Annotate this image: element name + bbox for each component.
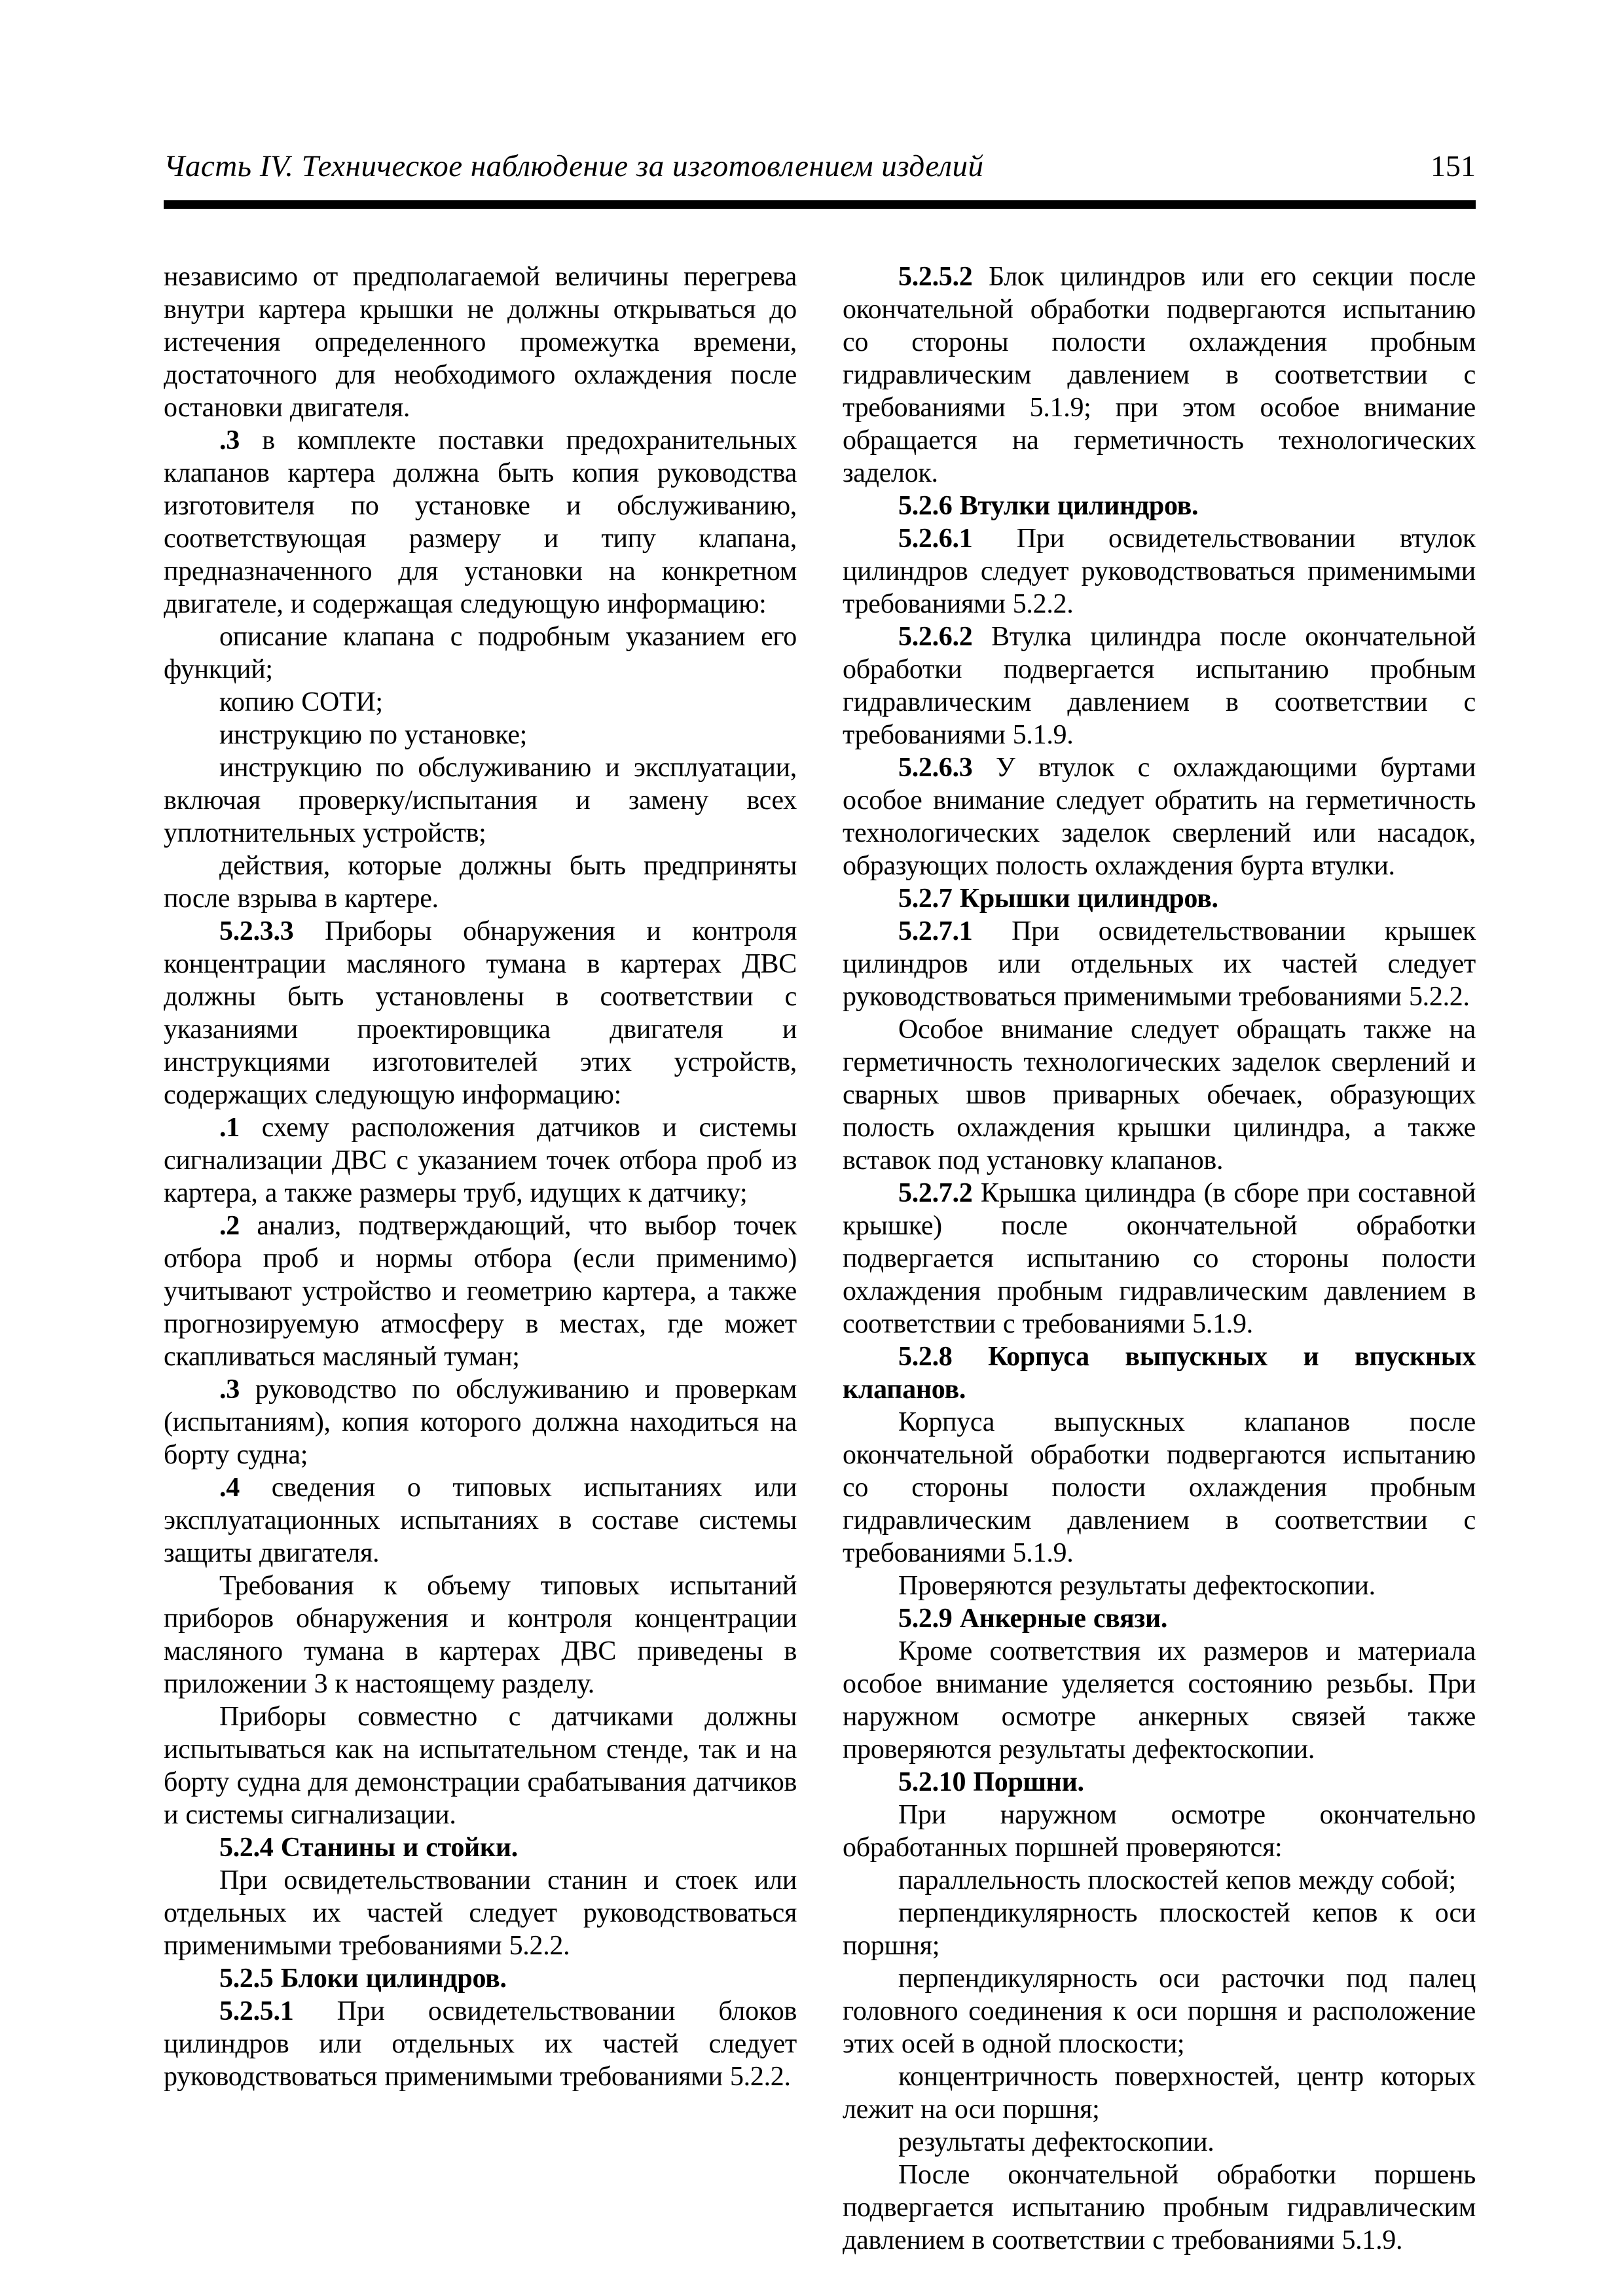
item-number: 5.2.3.3 <box>219 916 294 946</box>
item-number: 5.2.5.1 <box>219 1996 294 2026</box>
item-number: .1 <box>219 1113 240 1143</box>
paragraph: 5.2.7.1 При освидетельствовании крышек цилиндров или отдельных их частей следует руководствоваться применимыми требованиями 5.2.2. <box>843 916 1476 1012</box>
section-heading <box>843 1766 1476 1799</box>
section-heading-text: 5.2.9 Анкерные связи. <box>898 1604 1168 1634</box>
section-heading <box>843 1602 1476 1635</box>
column-right <box>843 260 1476 2257</box>
item-number: .3 <box>219 425 240 456</box>
header-rule <box>164 200 1476 209</box>
section-heading <box>164 1831 797 1864</box>
paragraph: После окончательной обработки поршень подвергается испытанию пробным гидравлическим давлением в соответствии с требованиями 5.1.9. <box>843 2160 1476 2255</box>
item-number: 5.2.6.2 <box>898 622 973 652</box>
paragraph: Особое внимание следует обращать также на герметичность технологических заделок сверлений и сварных швов приварных обечаек, образующих полость охлаждения крышки цилиндра, а также вставок под установку клапанов. <box>843 1014 1476 1175</box>
paragraph: перпендикулярность плоскостей кепов к оси поршня; <box>843 1898 1476 1961</box>
paragraph: .1 схему расположения датчиков и системы сигнализации ДВС с указанием точек отбора проб из картера, а также размеры труб, идущих к датчику; <box>164 1113 797 1208</box>
paragraph: 5.2.5.1 При освидетельствовании блоков цилиндров или отдельных их частей следует руководствоваться применимыми требованиями 5.2.2. <box>164 1996 797 2092</box>
paragraph: результаты дефектоскопии. <box>898 2127 1214 2157</box>
paragraph: 5.2.5.2 Блок цилиндров или его секции после окончательной обработки подвергаются испытанию со стороны полости охлаждения пробным гидравлическим давлением в соответствии с требованиями 5.1.9; при этом особое внимание обращается на герметичность технологических заделок. <box>843 262 1476 488</box>
section-heading-text: 5.2.8 Корпуса выпускных и впускных клапанов. <box>843 1342 1476 1405</box>
paragraph: Приборы совместно с датчиками должны испытываться как на испытательном стенде, так и на борту судна для демонстрации срабатывания датчиков и системы сигнализации. <box>164 1702 797 1830</box>
paragraph: 5.2.6.2 Втулка цилиндра после окончательной обработки подвергается испытанию пробным гидравлическим давлением в соответствии с требованиями 5.1.9. <box>843 622 1476 750</box>
page-number: 151 <box>1431 149 1476 183</box>
item-number: 5.2.6.1 <box>898 524 973 554</box>
section-heading-text: 5.2.7 Крышки цилиндров. <box>898 884 1218 914</box>
item-number: .4 <box>219 1473 240 1503</box>
paragraph: параллельность плоскостей кепов между собой; <box>898 1865 1456 1895</box>
item-number: .3 <box>219 1374 240 1405</box>
paragraph: Требования к объему типовых испытаний приборов обнаружения и контроля концентрации масляного тумана в картерах ДВС приведены в приложении 3 к настоящему разделу. <box>164 1571 797 1699</box>
paragraph: 5.2.3.3 Приборы обнаружения и контроля концентрации масляного тумана в картерах ДВС должны быть установлены в соответствии с указаниями проектировщика двигателя и инструкциями изготовителей этих устройств, содержащих следующую информацию: <box>164 916 797 1110</box>
paragraph: концентричность поверхностей, центр которых лежит на оси поршня; <box>843 2062 1476 2125</box>
paragraph: .4 сведения о типовых испытаниях или эксплуатационных испытаниях в составе системы защиты двигателя. <box>164 1473 797 1568</box>
section-heading-text: 5.2.10 Поршни. <box>898 1767 1084 1797</box>
paragraph: .3 в комплекте поставки предохранительных клапанов картера должна быть копия руководства изготовителя по установке и обслуживанию, соответствующая размеру и типу клапана, предназначенного для установки на конкретном двигателе, и содержащая следующую информацию: <box>164 425 797 619</box>
paragraph: Проверяются результаты дефектоскопии. <box>898 1571 1376 1601</box>
paragraph: инструкцию по обслуживанию и эксплуатации, включая проверку/испытания и замену всех уплотнительных устройств; <box>164 753 797 848</box>
paragraph: копию СОТИ; <box>219 687 383 717</box>
item-number: .2 <box>219 1211 240 1241</box>
item-number: 5.2.7.1 <box>898 916 973 946</box>
item-number: 5.2.5.2 <box>898 262 973 292</box>
section-heading <box>843 882 1476 915</box>
paragraph: инструкцию по установке; <box>219 720 528 750</box>
section-heading <box>164 1962 797 1995</box>
section-heading <box>843 1340 1476 1406</box>
section-heading <box>843 490 1476 522</box>
paragraph: перпендикулярность оси расточки под палец головного соединения к оси поршня и расположение этих осей в одной плоскости; <box>843 1964 1476 2059</box>
item-number: 5.2.6.3 <box>898 753 973 783</box>
paragraph: При наружном осмотре окончательно обработанных поршней проверяются: <box>843 1800 1476 1863</box>
item-number: 5.2.7.2 <box>898 1178 973 1208</box>
paragraph: Кроме соответствия их размеров и материала особое внимание уделяется состоянию резьбы. При наружном осмотре анкерных связей также проверяются результаты дефектоскопии. <box>843 1636 1476 1765</box>
paragraph: 5.2.6.3 У втулок с охлаждающими буртами особое внимание следует обратить на герметичность технологических заделок сверлений или насадок, образующих полость охлаждения бурта втулки. <box>843 753 1476 881</box>
paragraph: 5.2.6.1 При освидетельствовании втулок цилиндров следует руководствоваться применимыми требованиями 5.2.2. <box>843 524 1476 619</box>
page-header <box>164 148 1476 185</box>
paragraph: .2 анализ, подтверждающий, что выбор точек отбора проб и нормы отбора (если применимо) учитывают устройство и геометрию картера, а также прогнозируемую атмосферу в местах, где может скапливаться масляный туман; <box>164 1211 797 1372</box>
paragraph: Корпуса выпускных клапанов после окончательной обработки подвергаются испытанию со стороны полости охлаждения пробным гидравлическим давлением в соответствии с требованиями 5.1.9. <box>843 1407 1476 1568</box>
paragraph: .3 руководство по обслуживанию и проверкам (испытаниям), копия которого должна находиться на борту судна; <box>164 1374 797 1470</box>
paragraph: действия, которые должны быть предприняты после взрыва в картере. <box>164 851 797 914</box>
paragraph: описание клапана с подробным указанием его функций; <box>164 622 797 685</box>
paragraph: 5.2.7.2 Крышка цилиндра (в сборе при составной крышке) после окончательной обработки подвергается испытанию со стороны полости охлаждения пробным гидравлическим давлением в соответствии с требованиями 5.1.9. <box>843 1178 1476 1339</box>
section-heading-text: 5.2.5 Блоки цилиндров. <box>219 1964 507 1994</box>
paragraph: При освидетельствовании станин и стоек или отдельных их частей следует руководствоваться применимыми требованиями 5.2.2. <box>164 1865 797 1961</box>
column-left <box>164 260 797 2257</box>
text-columns <box>164 260 1476 2257</box>
section-heading-text: 5.2.4 Станины и стойки. <box>219 1833 518 1863</box>
paragraph: независимо от предполагаемой величины перегрева внутри картера крышки не должны открываться до истечения определенного промежутка времени, достаточного для необходимого охлаждения после остановки двигателя. <box>164 262 797 423</box>
section-heading-text: 5.2.6 Втулки цилиндров. <box>898 491 1199 521</box>
running-title: Часть IV. Техническое наблюдение за изготовлением изделий <box>164 149 984 183</box>
